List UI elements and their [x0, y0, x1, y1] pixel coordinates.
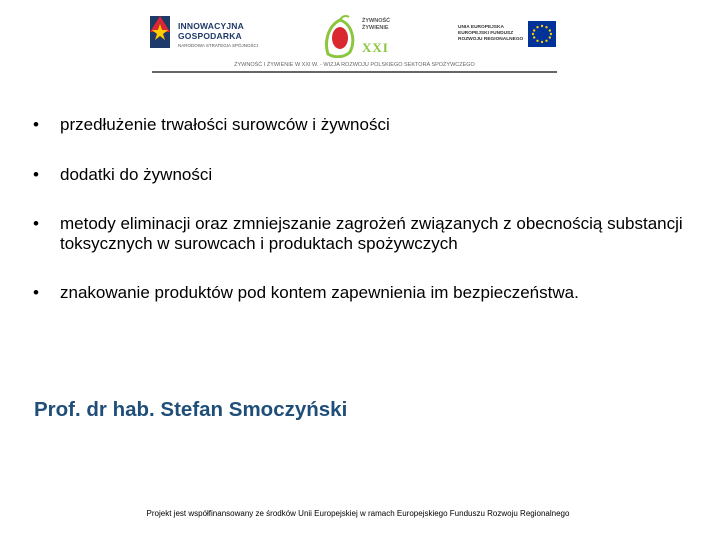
bullet-list — [33, 115, 693, 303]
bullet-item — [33, 165, 693, 185]
zz-text — [362, 18, 390, 32]
bullet-text: dodatki do żywności — [60, 164, 213, 184]
ig-line2: GOSPODARKA — [178, 31, 242, 41]
zz-line1: ŻYWNOŚĆ — [362, 18, 391, 24]
header-logos — [0, 0, 720, 80]
zywnosc-zywienie-logo — [322, 14, 392, 58]
bullet-item — [33, 214, 693, 253]
eu-line3: ROZWOJU REGIONALNEGO — [458, 37, 524, 42]
eu-text — [458, 25, 523, 43]
bullet-item — [33, 115, 693, 135]
zz-line2: ŻYWIENIE — [362, 25, 389, 31]
bullet-dot: • — [33, 214, 39, 233]
bullet-item — [33, 283, 693, 303]
zz-xxi: XXI — [362, 40, 389, 55]
ig-star-mark-icon — [148, 14, 172, 50]
header-divider — [152, 71, 557, 73]
bullet-dot: • — [33, 115, 39, 134]
innowacyjna-gospodarka-logo — [148, 14, 268, 56]
bullet-dot: • — [33, 283, 39, 302]
header-tagline: ŻYWNOŚĆ I ŻYWIENIE W XXI W. - WIZJA ROZWOJU POLSKIEGO SEKTORA SPOŻYWCZEGO — [234, 62, 475, 68]
eu-line1: UNIA EUROPEJSKA — [458, 25, 504, 30]
ig-line1: INNOWACYJNA — [178, 21, 244, 31]
eu-logo — [458, 20, 558, 50]
fruit-icon — [322, 14, 358, 58]
eu-flag-icon — [528, 21, 556, 47]
bullet-text: przedłużenie trwałości surowców i żywności — [60, 115, 390, 134]
footer-funding-note — [0, 509, 720, 518]
bullet-dot: • — [33, 164, 39, 184]
ig-subtitle: NARODOWA STRATEGIA SPÓJNOŚCI — [178, 43, 259, 48]
eu-line2: EUROPEJSKI FUNDUSZ — [458, 31, 514, 36]
footer-text: Projekt jest współfinansowany ze środków Unii Europejskiej w ramach Europejskiego Funduszu Rozwoju Regionalnego — [146, 509, 570, 518]
bullet-text: metody eliminacji oraz zmniejszanie zagrożeń związanych z obecnością substancji toksycznych w surowcach i produktach spożywczych — [60, 214, 683, 253]
bullet-text: znakowanie produktów pod kontem zapewnienia im bezpieczeństwa. — [60, 283, 579, 302]
author-name: Prof. dr hab. Stefan Smoczyński — [34, 398, 348, 421]
ig-title — [178, 21, 244, 41]
